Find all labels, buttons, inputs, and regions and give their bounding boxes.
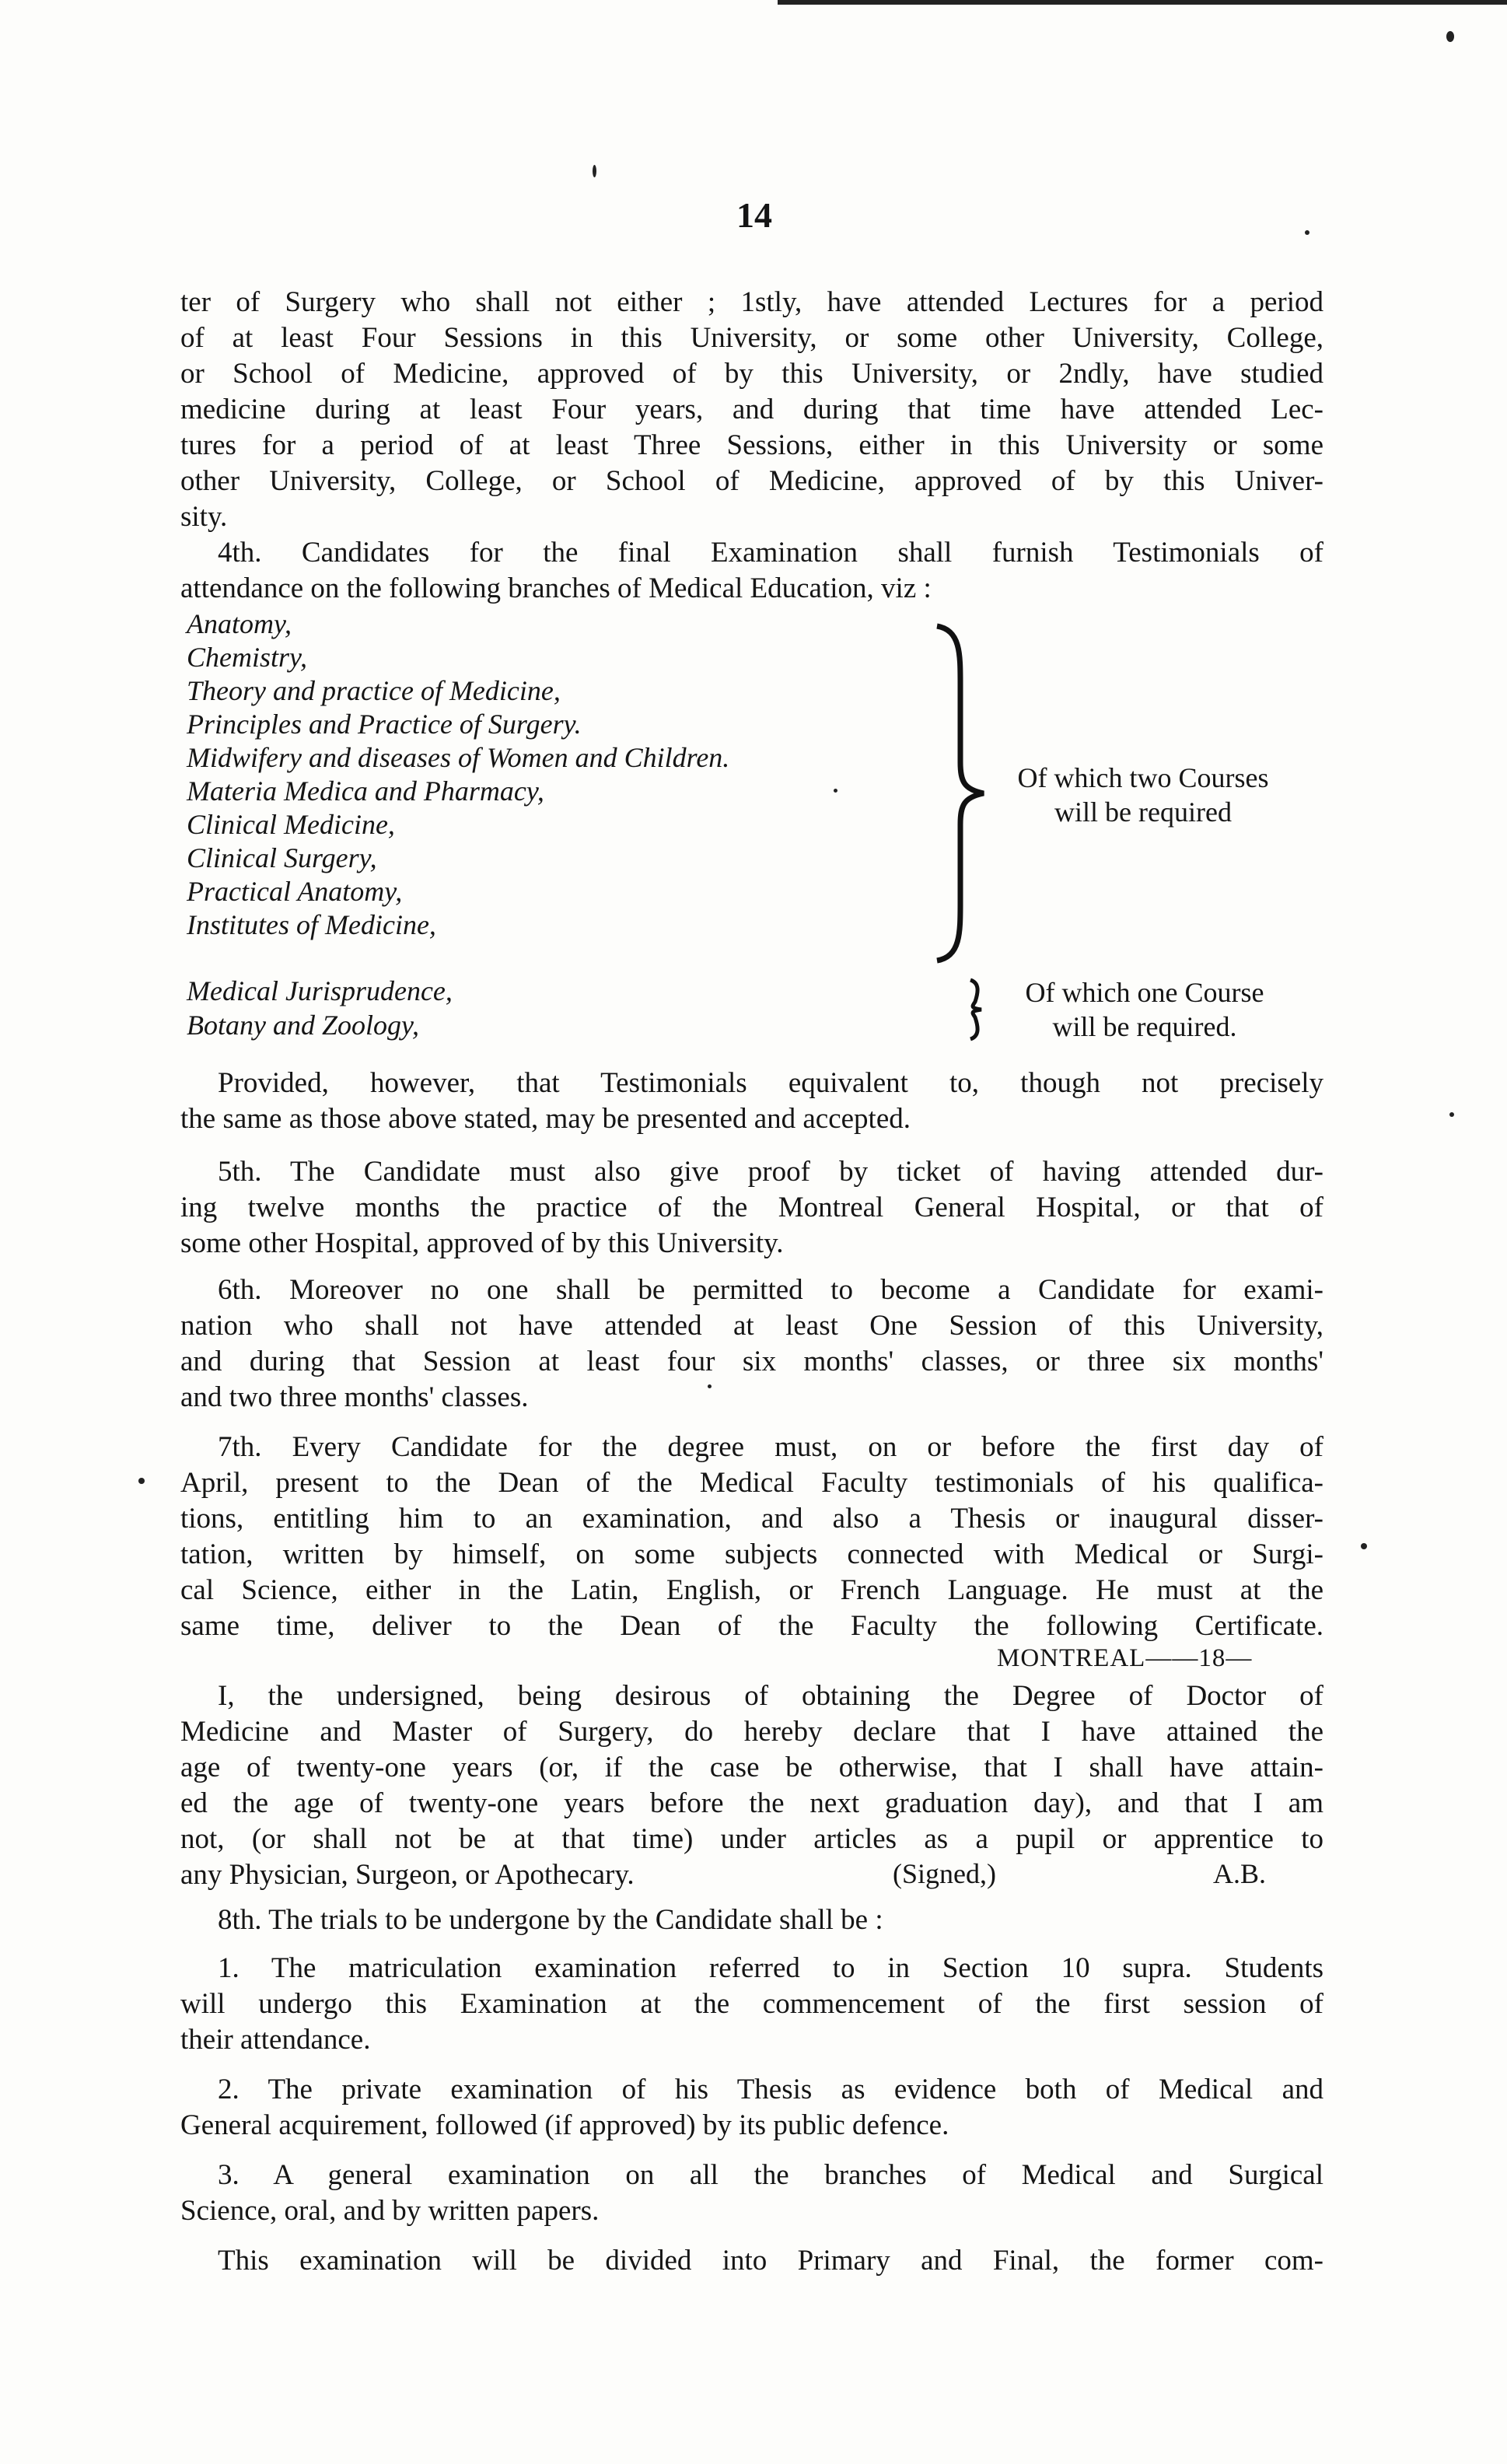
text-line: tation, written by himself, on some subjects connected with Medical or Surgi- — [180, 1538, 1323, 1570]
branch-item: Institutes of Medicine, — [187, 909, 436, 940]
curly-brace-large-icon — [929, 622, 991, 964]
text-line: will undergo this Examination at the commencement of the first session of — [180, 1988, 1323, 2020]
text-line: Medicine and Master of Surgery, do hereby declare that I have attained the — [180, 1716, 1323, 1748]
branch-item: Medical Jurisprudence, — [187, 975, 453, 1006]
text-line: 5th. The Candidate must also give proof by ticket of having attended dur- — [218, 1156, 1323, 1188]
branch-item: Principles and Practice of Surgery. — [187, 709, 582, 740]
text-line: nation who shall not have attended at least One Session of this University, — [180, 1310, 1323, 1342]
text-line: Provided, however, that Testimonials equivalent to, though not precisely — [218, 1067, 1323, 1099]
text-line: 4th. Candidates for the final Examination shall furnish Testimonials of — [218, 537, 1323, 569]
scan-speck — [1305, 230, 1309, 235]
text-line: 1. The matriculation examination referred to in Section 10 supra. Students — [218, 1952, 1323, 1984]
text-line: April, present to the Dean of the Medical Faculty testimonials of his qualifica- — [180, 1467, 1323, 1499]
scan-speck — [1361, 1543, 1367, 1549]
text-line: age of twenty-one years (or, if the case be otherwise, that I shall have attain- — [180, 1752, 1323, 1783]
text-line: other University, College, or School of Medicine, approved of by this Univer- — [180, 465, 1323, 497]
text-line: or School of Medicine, approved of by this University, or 2ndly, have studied — [180, 358, 1323, 390]
branch-item: Anatomy, — [187, 608, 292, 639]
text-line: 7th. Every Candidate for the degree must, on or before the first day of — [218, 1431, 1323, 1463]
text-line: 3. A general examination on all the branches of Medical and Surgical — [218, 2159, 1323, 2191]
text-line: General acquirement, followed (if approved) by its public defence. — [180, 2109, 949, 2141]
certificate-initials: A.B. — [1213, 1858, 1267, 1889]
group-b-note-line1: Of which one Course — [1025, 977, 1264, 1008]
text-line: sity. — [180, 501, 228, 533]
scan-speck — [834, 789, 837, 793]
text-line: some other Hospital, approved of by this University. — [180, 1227, 784, 1259]
text-line: of at least Four Sessions in this University, or some other University, College, — [180, 322, 1323, 354]
page-number: 14 — [736, 195, 772, 235]
text-line: 8th. The trials to be undergone by the Candidate shall be : — [218, 1904, 883, 1936]
group-b-note-line2: will be required. — [1052, 1011, 1237, 1042]
text-line: ed the age of twenty-one years before the next graduation day), and that I am — [180, 1787, 1323, 1819]
scan-speck — [1449, 1112, 1454, 1117]
text-line: tions, entitling him to an examination, and also a Thesis or inaugural disser- — [180, 1503, 1323, 1535]
scan-speck — [593, 165, 596, 177]
text-line: tures for a period of at least Three Sessions, either in this University or some — [180, 429, 1323, 461]
page-edge-line — [778, 0, 1507, 5]
text-line: the same as those above stated, may be presented and accepted. — [180, 1103, 911, 1135]
text-line: ing twelve months the practice of the Montreal General Hospital, or that of — [180, 1192, 1323, 1223]
text-line: I, the undersigned, being desirous of obtaining the Degree of Doctor of — [218, 1680, 1323, 1712]
text-line: attendance on the following branches of Medical Education, viz : — [180, 572, 932, 604]
scan-speck — [708, 1384, 712, 1388]
text-line: This examination will be divided into Primary and Final, the former com- — [218, 2245, 1323, 2277]
text-line: ter of Surgery who shall not either ; 1stly, have attended Lectures for a period — [180, 286, 1323, 318]
text-line: cal Science, either in the Latin, English, or French Language. He must at the — [180, 1574, 1323, 1606]
group-a-note-line1: Of which two Courses — [1017, 762, 1269, 793]
scan-speck — [138, 1478, 145, 1484]
branch-item: Midwifery and diseases of Women and Children. — [187, 742, 730, 773]
branch-item: Botany and Zoology, — [187, 1010, 419, 1041]
branch-item: Materia Medica and Pharmacy, — [187, 775, 544, 807]
text-line: their attendance. — [180, 2024, 371, 2056]
text-line: same time, deliver to the Dean of the Faculty the following Certificate. — [180, 1610, 1323, 1642]
text-line: 2. The private examination of his Thesis as evidence both of Medical and — [218, 2074, 1323, 2105]
text-line: any Physician, Surgeon, or Apothecary. — [180, 1859, 635, 1891]
certificate-signed: (Signed,) — [893, 1858, 996, 1889]
branch-item: Clinical Medicine, — [187, 809, 395, 840]
branch-item: Practical Anatomy, — [187, 876, 403, 907]
text-line: not, (or shall not be at that time) under articles as a pupil or apprentice to — [180, 1823, 1323, 1855]
text-line: and two three months' classes. — [180, 1381, 529, 1413]
scan-speck — [1446, 31, 1454, 42]
certificate-place-date: MONTREAL——18— — [997, 1644, 1253, 1672]
branch-item: Chemistry, — [187, 642, 308, 673]
branch-item: Theory and practice of Medicine, — [187, 675, 561, 706]
branch-item: Clinical Surgery, — [187, 842, 377, 873]
text-line: Science, oral, and by written papers. — [180, 2195, 600, 2227]
text-line: 6th. Moreover no one shall be permitted to become a Candidate for exami- — [218, 1274, 1323, 1306]
text-line: medicine during at least Four years, and during that time have attended Lec- — [180, 394, 1323, 425]
group-a-note-line2: will be required — [1054, 796, 1232, 828]
text-line: and during that Session at least four six months' classes, or three six months' — [180, 1346, 1323, 1377]
